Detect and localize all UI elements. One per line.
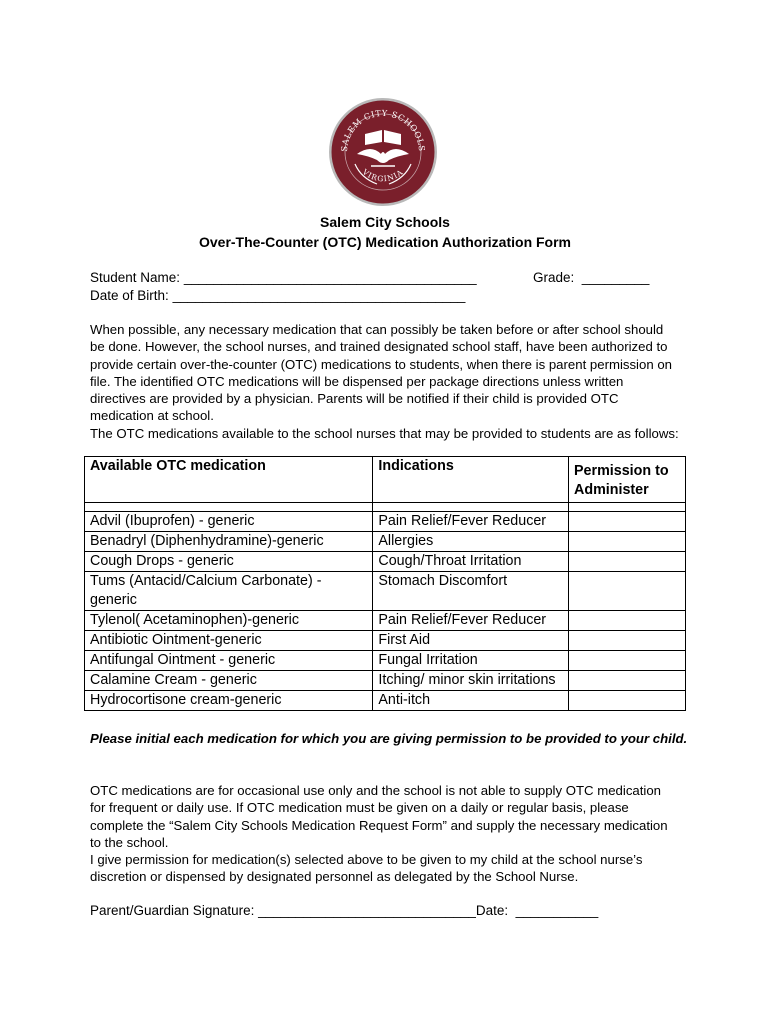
permission-initial-cell[interactable] [569, 671, 686, 691]
permission-initial-cell[interactable] [569, 532, 686, 552]
seal-top-text: SALEM CITY SCHOOLS [338, 107, 428, 153]
table-row [85, 671, 686, 691]
student-name-field[interactable] [90, 270, 477, 285]
indication-cell: Fungal Irritation [373, 651, 569, 671]
date-blank[interactable]: ___________ [515, 903, 599, 918]
table-row [85, 631, 686, 651]
permission-initial-cell[interactable] [569, 651, 686, 671]
signature-label: Parent/Guardian Signature: [90, 903, 255, 918]
signature-line[interactable] [90, 903, 598, 918]
permission-initial-cell[interactable] [569, 611, 686, 631]
dob-label: Date of Birth: [90, 288, 169, 303]
table-row [85, 572, 686, 611]
student-name-label: Student Name: [90, 270, 181, 285]
indication-cell: Allergies [373, 532, 569, 552]
indication-cell: First Aid [373, 631, 569, 651]
header-indications: Indications [373, 457, 569, 503]
table-row [85, 552, 686, 572]
otc-medication-table [84, 456, 686, 711]
permission-statement: I give permission for medication(s) selected above to be given to my child at the school nurse’s discretion or dispensed by designated personnel as delegated by the School Nurse. [90, 852, 643, 885]
table-row [85, 611, 686, 631]
grade-label: Grade: [533, 270, 575, 285]
medication-cell: Benadryl (Diphenhydramine)-generic [85, 532, 373, 552]
indication-cell: Stomach Discomfort [373, 572, 569, 611]
table-header-row [85, 457, 686, 503]
indication-cell: Anti-itch [373, 691, 569, 711]
available-medications-line: The OTC medications available to the school nurses that may be provided to students are as follows: [90, 426, 679, 441]
intro-paragraph: When possible, any necessary medication that can possibly be taken before or after school should be done. However, the school nurses, and trained designated school staff, have been authorized to provide certain over-the-counter (OTC) medications to students, when there is parent permission on file. The identified OTC medications will be dispensed per package directions unless written directives are provided by a physician. Parents will be notified if their child is provided OTC medication at school. [90, 322, 672, 424]
salem-city-schools-seal-logo [327, 96, 439, 208]
organization-name: Salem City Schools [320, 214, 450, 230]
table-row [85, 532, 686, 552]
medication-cell: Tums (Antacid/Calcium Carbonate) - generic [85, 572, 373, 611]
indication-cell: Pain Relief/Fever Reducer [373, 611, 569, 631]
medication-cell: Advil (Ibuprofen) - generic [85, 512, 373, 532]
form-title: Over-The-Counter (OTC) Medication Authorization Form [198, 234, 572, 250]
permission-initial-cell[interactable] [569, 691, 686, 711]
student-name-blank[interactable]: _______________________________________ [183, 270, 477, 285]
indication-cell: Pain Relief/Fever Reducer [373, 512, 569, 532]
dob-blank[interactable]: _______________________________________ [172, 288, 466, 303]
grade-blank[interactable]: _________ [581, 270, 650, 285]
medication-cell: Hydrocortisone cream-generic [85, 691, 373, 711]
signature-blank[interactable]: _____________________________ [258, 903, 476, 918]
date-label: Date: [475, 903, 509, 918]
grade-field[interactable] [533, 270, 649, 285]
permission-initial-cell[interactable] [569, 572, 686, 611]
permission-initial-cell[interactable] [569, 512, 686, 532]
table-spacer-row [85, 503, 686, 512]
permission-initial-cell[interactable] [569, 631, 686, 651]
seal-bottom-text: VIRGINIA [360, 167, 406, 184]
header-permission: Permission to Administer [569, 457, 686, 503]
indication-cell: Itching/ minor skin irritations [373, 671, 569, 691]
table-row [85, 691, 686, 711]
dob-field[interactable] [90, 288, 465, 303]
medication-cell: Cough Drops - generic [85, 552, 373, 572]
policy-paragraph: OTC medications are for occasional use only and the school is not able to supply OTC medication for frequent or daily use. If OTC medication must be given on a daily or regular basis, please complete the “Salem City Schools Medication Request Form” and supply the necessary medication to the school. [90, 783, 668, 850]
table-row [85, 512, 686, 532]
medication-cell: Antifungal Ointment - generic [85, 651, 373, 671]
permission-initial-cell[interactable] [569, 552, 686, 572]
medication-cell: Tylenol( Acetaminophen)-generic [85, 611, 373, 631]
medication-cell: Antibiotic Ointment-generic [85, 631, 373, 651]
indication-cell: Cough/Throat Irritation [373, 552, 569, 572]
initial-instruction-note: Please initial each medication for which you are giving permission to be provided to your child. [90, 731, 688, 746]
header-medication: Available OTC medication [85, 457, 373, 503]
table-row [85, 651, 686, 671]
medication-cell: Calamine Cream - generic [85, 671, 373, 691]
